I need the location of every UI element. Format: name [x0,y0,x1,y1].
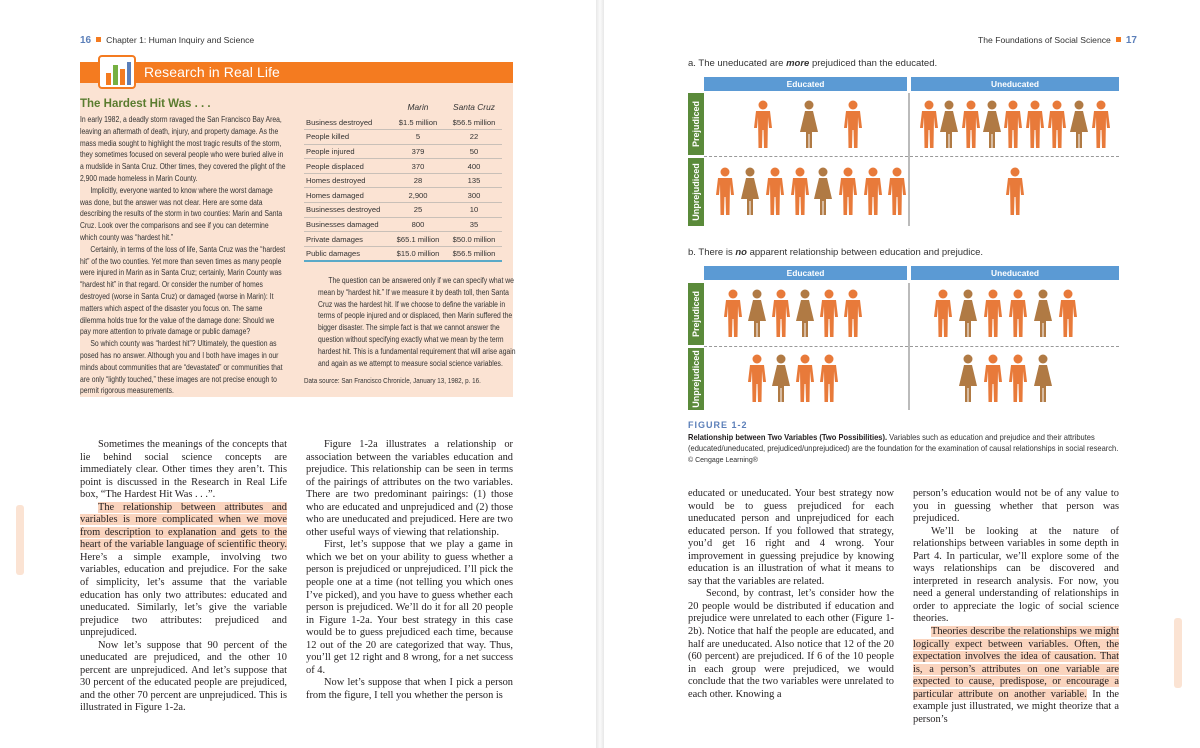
table-header-marin: Marin [407,102,429,112]
man-figure-icon [1057,289,1079,339]
man-figure-icon [789,167,811,217]
man-figure-icon [842,100,864,150]
body-text: Here’s a simple example, involving two variables, education and prejudice. For the sake of simplicity, let’s assume that the variable education has only two attributes: educated and uneducated. Similarly, let’s give the variable prejudice two attributes: prejudiced and unprejudiced. [80,551,287,639]
row-label-prejudiced-b [688,283,704,345]
table-cell: 370 [390,159,446,174]
table-row-label: Businesses destroyed [304,203,390,218]
box-paragraph: The question can be answered only if we can specify what we mean by “hardest hit.” If we measure it by death toll, then Santa Cruz was the hardest hit. If we choose to define the variable in terms of people injured and or displaced, then Marin suffered the bigger disaster. The simple fact is that we cannot answer the question without specifying exactly what we mean by the term hardest hit. This is a fundamental requirement that will arise again and again as we attempt to measure social science variables. [318,276,516,368]
table-cell: 50 [446,144,502,159]
box-paragraph: Certainly, in terms of the loss of life, Santa Cruz was the “hardest hit” of the two counties. Yet more than seven times as many people were injured in Marin as in Santa Cruz; certainly, Marin County was “hardest hit” in that regard. Or consider the number of homes destroyed (worse in Santa Cruz) or damaged (worse in Marin): It matters which aspect of the disaster you focus on. The same dilemma holds true for the value of the damage done: Should we pay more attention to private damage or public damage? [80,244,286,337]
woman-figure-icon [746,289,768,339]
table-row-label: People killed [304,130,390,145]
body-text: In the example just illustrated, we might theorize that a person’s [913,688,1119,725]
figure-a-caption [688,58,937,69]
box-column-2 [318,275,518,369]
book-gutter [596,0,604,748]
row-label-text: Unprejudiced [691,163,701,221]
table-row [304,246,502,261]
left-page [0,0,596,748]
box-banner-title: Research in Real Life [144,64,280,80]
body-paragraph: First, let’s suppose that we play a game in which we bet on your ability to guess whether a person is prejudiced or unprejudiced. I’ll pick the people one at a time (not telling you which ones I’ve picked), and you have to guess whether each person is prejudiced. We’ll do it for all 20 people in Figure 1-2a. Your best strategy in this case would be to guess prejudiced each time, because 12 out of the 20 are categorized that way. Thus, you’ll get 12 right and 8 wrong, for a net success of 4. [306,539,513,676]
table-row-label: Homes destroyed [304,173,390,188]
row-label-text: Prejudiced [691,290,701,338]
table-row-label: People injured [304,144,390,159]
bullet-square-icon [96,37,101,42]
figure-b-caption [688,247,983,258]
header-uneducated-a: Uneducated [911,77,1119,91]
man-figure-icon [918,100,940,150]
page-number-right: 17 [1125,35,1137,46]
table-cell: 28 [390,173,446,188]
row-divider-b [704,346,1119,347]
box-heading: The Hardest Hit Was . . . [80,98,211,110]
row-label-unprejudiced-b [688,348,704,410]
man-figure-icon [1090,100,1112,150]
man-figure-icon [886,167,908,217]
table-cell: 135 [446,173,502,188]
table-row [304,232,502,247]
table-cell: 800 [390,217,446,232]
body-paragraph: We’ll be looking at the nature of relationships between variables in some depth in Part 4. In particular, we’ll explore some of the ways relationships can be discovered and interpreted in research analysis. For now, you need a general understanding of relationships in order to appreciate the logic of social science theories. [913,525,1119,625]
caption-text: b. There is [688,247,736,258]
storm-damage-table [304,102,502,262]
figure-label: FIGURE 1-2 [688,420,748,430]
table-cell: 25 [390,203,446,218]
page-turn-left-tab[interactable] [16,505,24,575]
table-row-label: People displaced [304,159,390,174]
research-in-real-life-box [80,62,516,397]
caption-text: apparent relationship between education and prejudice. [746,247,984,258]
table-row [304,173,502,188]
column-divider-a [908,93,910,226]
man-figure-icon [982,289,1004,339]
man-figure-icon [714,167,736,217]
table-cell: 2,900 [390,188,446,203]
woman-figure-icon [739,167,761,217]
woman-figure-icon [794,289,816,339]
figure-title [688,432,1120,454]
table-row [304,115,502,130]
table-cell: 5 [390,130,446,145]
right-page [604,0,1200,748]
table-row-label: Homes damaged [304,188,390,203]
table-cell: 10 [446,203,502,218]
bar-chart-logo-icon [98,55,136,89]
man-figure-icon [794,354,816,404]
table-cell: 400 [446,159,502,174]
page-number-left: 16 [80,35,92,46]
man-figure-icon [1046,100,1068,150]
table-row-label: Public damages [304,246,390,261]
row-label-text: Prejudiced [691,100,701,148]
highlighted-text[interactable]: Theories describe the relationships we might logically expect between variables. Often, the expectation involves the idea of causation. That is, a person’s attributes on one variable are expected to cause, predispose, or encourage a particular attribute on another variable. [913,626,1119,700]
body-paragraph: Now let’s suppose that when I pick a person from the figure, I tell you whether the person is [306,677,513,701]
table-cell: $15.0 million [390,246,446,261]
body-paragraph: person’s education would not be of any value to you in guessing whether that person was prejudiced. [913,488,1119,525]
body-column-d [913,488,1119,726]
box-paragraph: Implicitly, everyone wanted to know where the worst damage was done, but the answer was not clear. Here are some data describing the results of the storm in two counties: Marin and Santa Cruz. Look over the comparisons and see if you can determine which county was “hardest hit.” [80,185,283,242]
body-column-c [688,488,894,701]
caption-text: prejudiced than the educated. [809,58,938,69]
table-row-label: Private damages [304,232,390,247]
man-figure-icon [818,354,840,404]
highlighted-text[interactable]: The relationship between attributes and variables is more complicated when we move from description to explanation and gets to the heart of the variable language of scientific theory. [80,501,287,551]
table-header-santa-cruz: Santa Cruz [453,102,495,112]
running-head-left [80,35,254,46]
table-cell: $50.0 million [446,232,502,247]
table-header-row [304,102,502,115]
man-figure-icon [1007,354,1029,404]
box-banner [80,62,513,83]
box-paragraph: In early 1982, a deadly storm ravaged the San Francisco Bay Area, leaving an aftermath of death, injury, and property damage. As the mass media sought to highlight the most tragic results of the storm, they sometimes focused on several people who were buried alive in a mudslide in Santa Cruz. Other times, they covered the plight of the 2,900 made homeless in Marin County. [80,115,286,183]
table-row [304,203,502,218]
man-figure-icon [764,167,786,217]
row-label-text: Unprejudiced [691,350,701,408]
table-row [304,188,502,203]
table-row [304,159,502,174]
box-column-1 [80,114,286,397]
figure-title-text: Variables such as education and prejudice and their attributes (educated/uneducated, prejudiced/unprejudiced) are the foundation for the examination of causal relationships in social research. [688,432,1119,453]
body-paragraph: Second, by contrast, let’s consider how the 20 people would be distributed if education and prejudice were unrelated to each other (Figure 1-2b). Notice that half the people are educated, and half are uneducated. Also notice that 12 of the 20 (60 percent) are prejudiced. If 6 of the 10 people in each group were prejudiced, we would conclude that the two variables were unrelated to each other. Knowing a [688,588,894,700]
man-figure-icon [862,167,884,217]
bullet-square-icon [1116,37,1121,42]
man-figure-icon [722,289,744,339]
man-figure-icon [842,289,864,339]
header-educated-a: Educated [704,77,907,91]
woman-figure-icon [1032,289,1054,339]
running-head-right [978,35,1137,46]
table-row [304,144,502,159]
row-label-unprejudiced-a [688,158,704,226]
table-row [304,217,502,232]
figure-title-bold: Relationship between Two Variables (Two Possibilities). [688,432,888,442]
chapter-title: Chapter 1: Human Inquiry and Science [106,35,255,45]
body-paragraph: educated or uneducated. Your best strategy now would be to guess prejudiced for each uneducated person and unprejudiced for each educated person. If you followed that strategy, you’d get 16 right and 4 wrong. Your improvement in guessing prejudice by knowing education is an illustration of what it means to say that the variables are related. [688,488,894,587]
running-head-title: The Foundations of Social Science [978,35,1111,45]
table-cell: $65.1 million [390,232,446,247]
woman-figure-icon [798,100,820,150]
man-figure-icon [746,354,768,404]
man-figure-icon [1004,167,1026,217]
header-uneducated-b: Uneducated [911,266,1119,280]
body-paragraph: Figure 1-2a illustrates a relationship or association between the variables education and prejudice. This relationship can be seen in terms of the pairings of attributes on the two variables. There are two predominant pairings: (1) those who are educated and unprejudiced and (2) those who are uneducated and prejudiced. Here are two other useful ways of viewing that relationship. [306,439,513,538]
man-figure-icon [1002,100,1024,150]
row-label-prejudiced-a [688,93,704,155]
table-cell: $56.5 million [446,115,502,130]
woman-figure-icon [957,354,979,404]
table-cell: 35 [446,217,502,232]
body-paragraph: Sometimes the meanings of the concepts that lie behind social science concepts are immediately clear. Other times they aren’t. This point is discussed in the Research in Real Life box, “The Hardest Hit Was . . .”. [80,439,287,501]
box-paragraph: So which county was “hardest hit”? Ultimately, the question as posed has no answer. Although you and I both have images in our minds about communities that are “devastated” or communities that are only “lightly touched,” these images are not precise enough to permit rigorous measurements. [80,339,283,396]
man-figure-icon [960,100,982,150]
woman-figure-icon [957,289,979,339]
woman-figure-icon [1032,354,1054,404]
man-figure-icon [752,100,774,150]
table-cell: $1.5 million [390,115,446,130]
table-row [304,130,502,145]
man-figure-icon [818,289,840,339]
caption-emphasis: no [735,247,747,258]
table-cell: 22 [446,130,502,145]
row-divider-a [704,156,1119,157]
table-cell: 379 [390,144,446,159]
column-divider-b [908,283,910,410]
body-paragraph: Now let’s suppose that 90 percent of the uneducated are prejudiced, and the other 10 percent are unprejudiced. And let’s suppose that 30 percent of the educated people are prejudiced, and the other 70 percent are unprejudiced. This is illustrated in Figure 1-2a. [80,639,287,714]
man-figure-icon [1024,100,1046,150]
body-column-a [80,439,287,715]
table-cell: 300 [446,188,502,203]
woman-figure-icon [770,354,792,404]
woman-figure-icon [938,100,960,150]
header-educated-b: Educated [704,266,907,280]
figure-credit: © Cengage Learning® [688,457,758,464]
table-row-label: Businesses damaged [304,217,390,232]
man-figure-icon [1007,289,1029,339]
woman-figure-icon [981,100,1003,150]
data-source: Data source: San Francisco Chronicle, January 13, 1982, p. 16. [304,376,481,385]
body-paragraph [913,626,1119,726]
body-paragraph [80,502,287,640]
body-column-b [306,439,513,702]
man-figure-icon [770,289,792,339]
man-figure-icon [837,167,859,217]
woman-figure-icon [1068,100,1090,150]
caption-emphasis: more [786,58,810,69]
table-row-label: Business destroyed [304,115,390,130]
woman-figure-icon [812,167,834,217]
table-cell: $56.5 million [446,246,502,261]
caption-text: a. The uneducated are [688,58,787,69]
man-figure-icon [932,289,954,339]
page-turn-right-tab[interactable] [1174,618,1182,688]
man-figure-icon [982,354,1004,404]
